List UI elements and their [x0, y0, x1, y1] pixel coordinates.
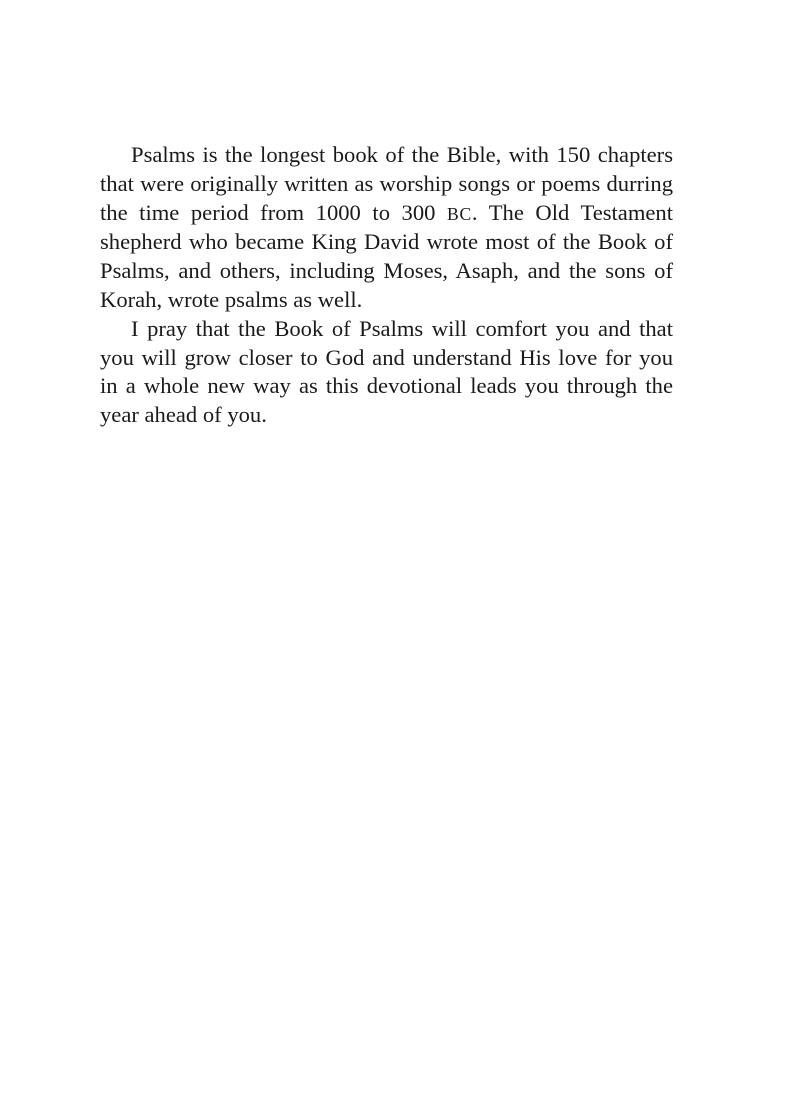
paragraph-1-text-end: . The Old Testament shepherd who became King David wrote most of the Book of Psalms, and others, including Moses, Asaph, and the sons of Korah, wrote psalms as well. — [100, 199, 673, 312]
paragraph-1-text-start: Psalms is the longest book of the Bible, with 150 chapters that were originally written as worship songs or poems durring the time period from 1000 to 300 — [100, 142, 673, 225]
paragraph-psalms-intro — [100, 141, 673, 315]
body-text — [100, 141, 673, 430]
era-abbreviation: BC — [447, 203, 472, 224]
paragraph-prayer: I pray that the Book of Psalms will comfort you and that you will grow closer to God and understand His love for you in a whole new way as this devotional leads you through the year ahead of you. — [100, 315, 673, 428]
